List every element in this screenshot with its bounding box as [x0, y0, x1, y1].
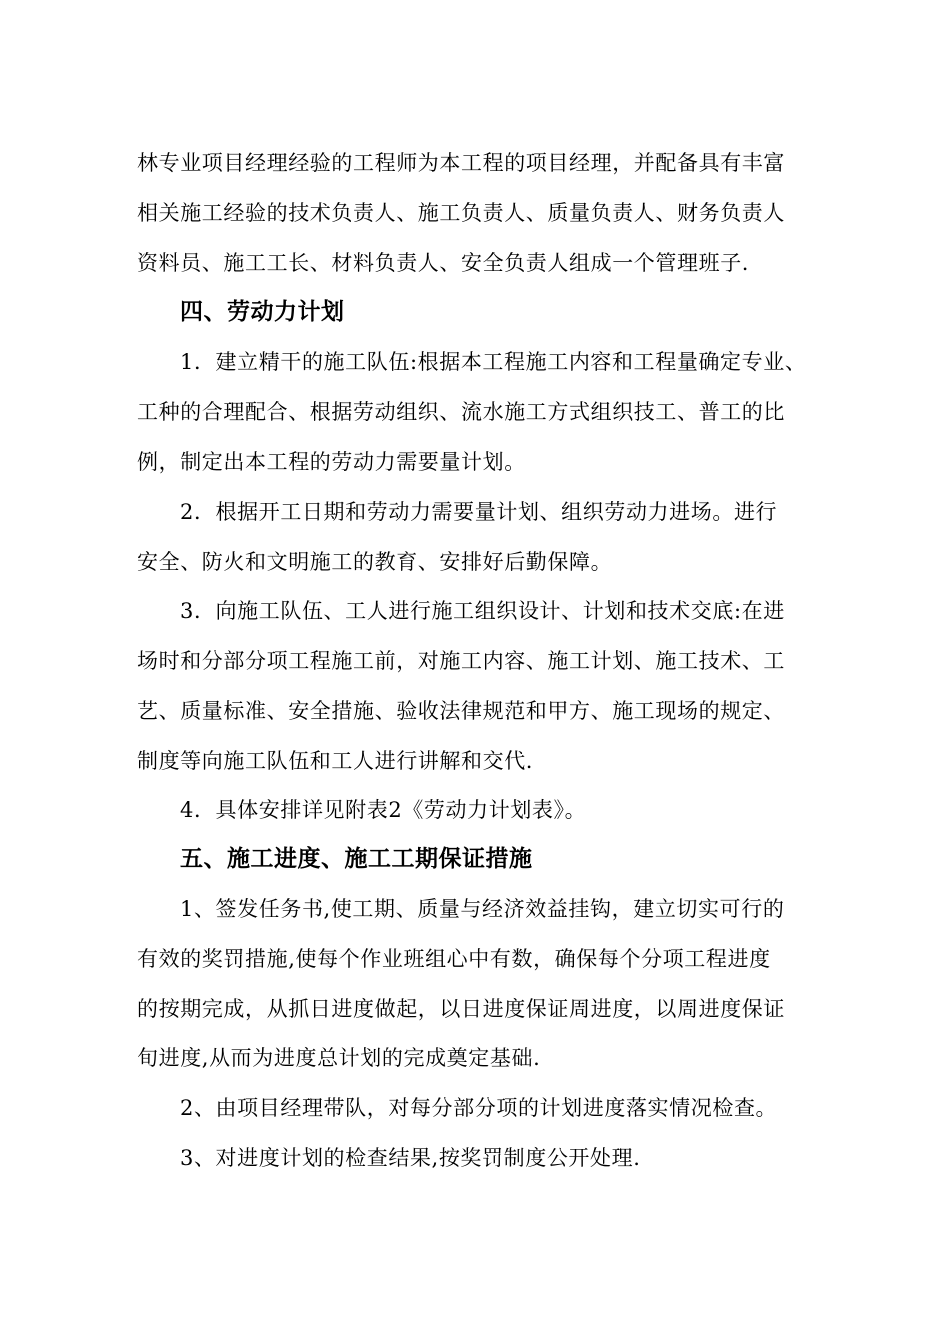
intro-line-1: 林专业项目经理经验的工程师为本工程的项目经理，并配备具有丰富	[137, 151, 785, 175]
section-5-item-2-line-1: 2、由项目经理带队，对每分部分项的计划进度落实情况检查。	[180, 1096, 778, 1120]
section-5-item-1-line-3: 的按期完成，从抓日进度做起，以日进度保证周进度，以周进度保证	[137, 997, 785, 1021]
intro-line-2: 相关施工经验的技术负责人、施工负责人、质量负责人、财务负责人	[137, 201, 785, 225]
section-4-item-3-line-4: 制度等向施工队伍和工人进行讲解和交代.	[137, 749, 534, 773]
section-5-item-1-line-4: 旬进度,从而为进度总计划的完成奠定基础.	[137, 1046, 541, 1070]
section-4-item-1-line-2: 工种的合理配合、根据劳动组织、流水施工方式组织技工、普工的比	[137, 400, 785, 424]
section-5-item-1-line-2: 有效的奖罚措施,使每个作业班组心中有数，确保每个分项工程进度	[137, 947, 771, 971]
section-4-item-2-line-1: 2．根据开工日期和劳动力需要量计划、组织劳动力进场。进行	[180, 500, 778, 524]
section-4-item-3-line-3: 艺、质量标准、安全措施、验收法律规范和甲方、施工现场的规定、	[137, 699, 785, 723]
section-4-item-4-line-1: 4．具体安排详见附表2《劳动力计划表》。	[180, 798, 587, 822]
section-4-heading: 四、劳动力计划	[180, 298, 345, 325]
section-4-item-2-line-2: 安全、防火和文明施工的教育、安排好后勤保障。	[137, 550, 613, 574]
section-4-item-1-line-1: 1．建立精干的施工队伍:根据本工程施工内容和工程量确定专业、	[180, 350, 807, 374]
section-5-item-3-line-1: 3、对进度计划的检查结果,按奖罚制度公开处理.	[180, 1146, 641, 1170]
section-4-item-3-line-2: 场时和分部分项工程施工前，对施工内容、施工计划、施工技术、工	[137, 649, 785, 673]
section-4-item-1-line-3: 例，制定出本工程的劳动力需要量计划。	[137, 450, 526, 474]
section-5-heading: 五、施工进度、施工工期保证措施	[180, 845, 533, 872]
section-5-item-1-line-1: 1、签发任务书,使工期、质量与经济效益挂钩，建立切实可行的	[180, 897, 785, 921]
intro-line-3: 资料员、施工工长、材料负责人、安全负责人组成一个管理班子.	[137, 251, 750, 275]
section-4-item-3-line-1: 3．向施工队伍、工人进行施工组织设计、计划和技术交底:在进	[180, 599, 785, 623]
